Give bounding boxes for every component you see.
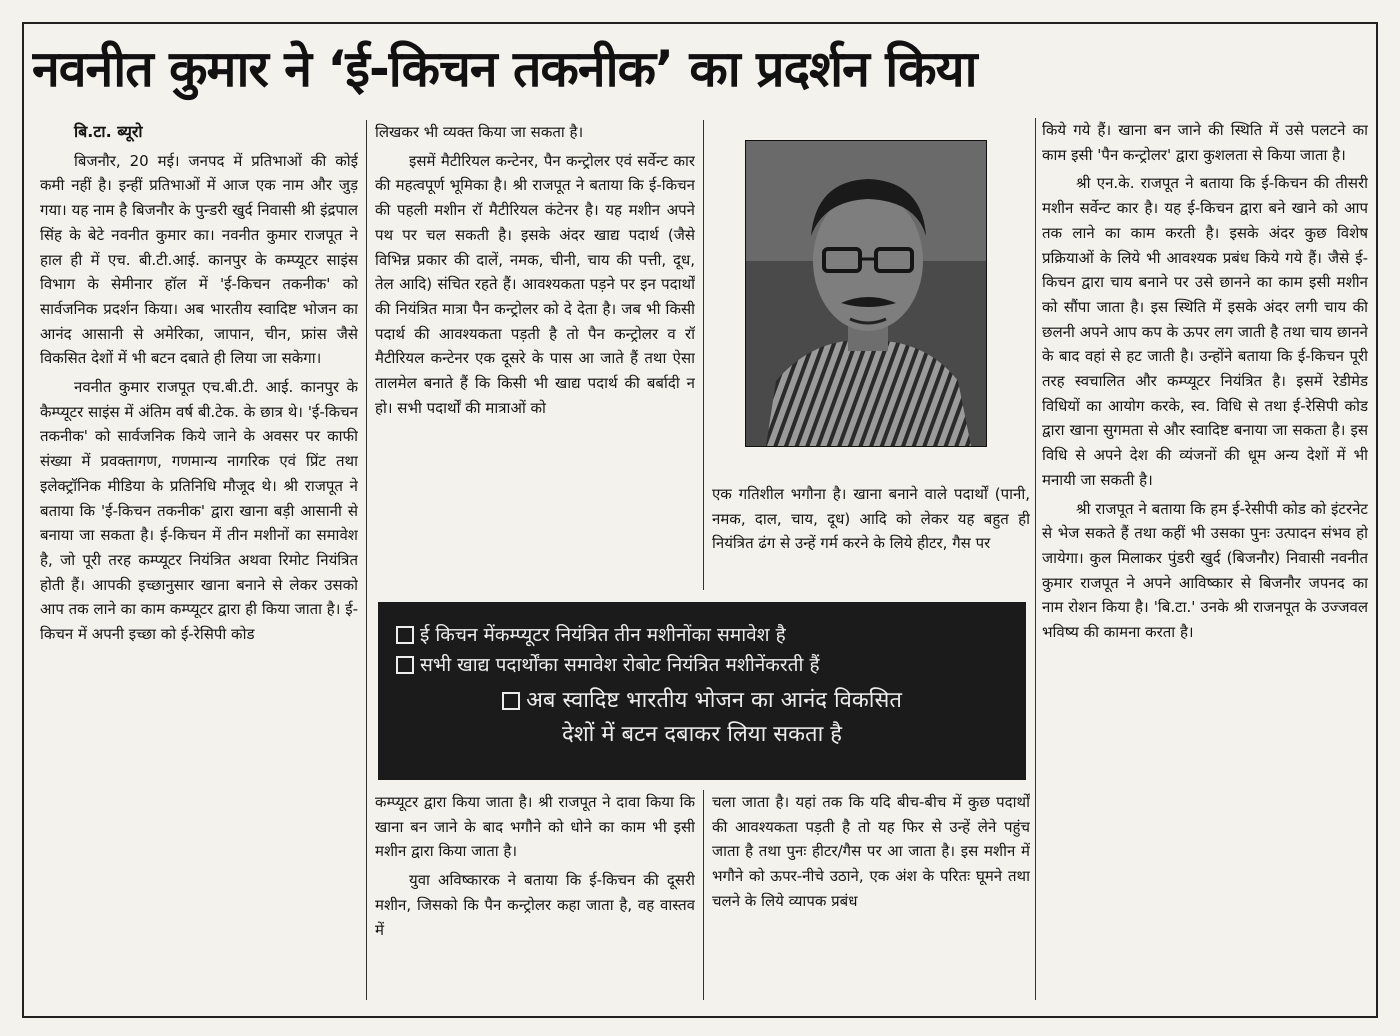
highlight-item bbox=[378, 620, 1026, 650]
checkbox-icon bbox=[396, 656, 414, 674]
headline: नवनीत कुमार ने ‘ई-किचन तकनीक’ का प्रदर्शन किया bbox=[32, 40, 977, 98]
paragraph: नवनीत कुमार राजपूत एच.बी.टी. आई. कानपुर के कैम्प्यूटर साइंस में अंतिम वर्ष बी.टेक. के छात्र थे। 'ई-किचन तकनीक' को सार्वजनिक किये जाने के अवसर पर काफी संख्या में प्रवक्तागण, गणमान्य नागरिक एवं प्रिंट तथा इलेक्ट्रॉनिक मीडिया के प्रतिनिधि मौजूद थे। श्री राजपूत ने बताया कि 'ई-किचन तकनीक' द्वारा खाना बड़ी आसानी से बनाया जा सकता है। ई-किचन में तीन मशीनों का समावेश है, जो पूरी तरह कम्प्यूटर नियंत्रित अथवा रिमोट नियंत्रित होती हैं। आपकी इच्छानुसार खाना बनाने से लेकर उसको आप तक लाने का काम कम्प्यूटर द्वारा ही किया जाता है। ई-किचन में अपनी इच्छा को ई-रेसिपी कोड bbox=[40, 378, 358, 644]
paragraph: इसमें मैटीरियल कन्टेनर, पैन कन्ट्रोलर एवं सर्वेन्ट कार की महत्वपूर्ण भूमिका है। श्री राजपूत ने बताया कि ई-किचन की पहली मशीन रॉ मैटीरियल कंटेनर है। यह मशीन अपने पथ पर चल सकती है। इसके अंदर खाद्य पदार्थ (जैसे विभिन्न प्रकार की दालें, नमक, चीनी, चाय की पत्ती, दूध, तेल आदि) संचित रहते हैं। आवश्यकता पड़ने पर इन पदार्थों की नियंत्रित मात्रा पैन कन्ट्रोलर को दे देता है। जब भी किसी पदार्थ की आवश्यकता पड़ती है तो पैन कन्ट्रोलर व रॉ मैटीरियल कन्टेनर एक दूसरे के पास आ जाते हैं तथा ऐसा तालमेल बनाते हैं कि किसी भी खाद्य पदार्थ की बर्बादी न हो। सभी पदार्थों की मात्राओं को bbox=[375, 151, 695, 417]
portrait-image bbox=[746, 141, 986, 446]
column-3 bbox=[712, 482, 1030, 590]
paragraph: लिखकर भी व्यक्त किया जा सकता है। bbox=[375, 123, 584, 141]
byline: बि.टा. ब्यूरो bbox=[74, 122, 143, 141]
column-divider bbox=[1035, 118, 1036, 1000]
column-2 bbox=[375, 120, 695, 588]
checkbox-icon bbox=[396, 626, 414, 644]
paragraph: कम्प्यूटर द्वारा किया जाता है। श्री राजपूत ने दावा किया कि खाना बन जाने के बाद भगौने को धोने का काम भी इसी मशीन द्वारा किया जाता है। bbox=[375, 793, 695, 861]
paragraph: युवा अविष्कारक ने बताया कि ई-किचन की दूसरी मशीन, जिसको कि पैन कन्ट्रोलर कहा जाता है, वह वास्तव में bbox=[375, 871, 695, 939]
paragraph: श्री एन.के. राजपूत ने बताया कि ई-किचन की तीसरी मशीन सर्वेन्ट कार है। यह ई-किचन द्वारा बने खाने को आप तक लाने का काम करती है। इसके अंदर कुछ विशेष प्रक्रियाओं के लिये भी आवश्यक प्रबंध किये गये हैं। जैसे ई-किचन द्वारा चाय बनाने पर उसे छानने का काम इसी मशीन को सौंपा जाता है। इस स्थिति में इसके अंदर लगी चाय की छलनी अपने आप कप के ऊपर लग जाती है तथा चाय छानने के बाद वहां से हट जाती है। उन्होंने बताया कि ई-किचन पूरी तरह स्वचालित और कम्प्यूटर नियंत्रित है। इसमें रेडीमेड विधियों का आयोग करके, स्व. विधि से तथा ई-रेसिपी कोड द्वारा खाना सुगमता से और स्वादिष्ट बनाया जा सकता है। इस विधि से अपने देश की व्यंजनों की धूम अन्य देशों में भी मनायी जा सकती है। bbox=[1042, 174, 1368, 489]
highlight-text-continued: देशों में बटन दबाकर लिया सकता है bbox=[562, 722, 842, 747]
column-4 bbox=[1042, 118, 1368, 1000]
column-2-lower bbox=[375, 790, 695, 1000]
highlight-text: ई किचन मेंकम्प्यूटर नियंत्रित तीन मशीनोंका समावेश है bbox=[420, 624, 786, 646]
highlight-text: सभी खाद्य पदार्थोंका समावेश रोबोट नियंत्रित मशीनेंकरती हैं bbox=[420, 654, 820, 676]
paragraph: श्री राजपूत ने बताया कि हम ई-रेसीपी कोड को इंटरनेट से भेज सकते हैं तथा कहीं भी उसका पुनः उत्पादन संभव हो जायेगा। कुल मिलाकर पुंडरी खुर्द (बिजनौर) निवासी नवनीत कुमार राजपूत ने अपने आविष्कार से बिजनौर जपनद का नाम रोशन किया है। 'बि.टा.' उनके श्री राजनपूत के उज्जवल भविष्य की कामना करता है। bbox=[1042, 499, 1368, 642]
column-divider bbox=[703, 790, 704, 1000]
checkbox-icon bbox=[502, 692, 520, 710]
highlight-item bbox=[378, 650, 1026, 680]
column-3-lower bbox=[712, 790, 1030, 1000]
highlight-text: अब स्वादिष्ट भारतीय भोजन का आनंद विकसित bbox=[526, 688, 902, 713]
column-divider bbox=[703, 120, 704, 590]
portrait-photo bbox=[745, 140, 987, 447]
paragraph: चला जाता है। यहां तक कि यदि बीच-बीच में कुछ पदार्थों की आवश्यकता पड़ती है तो यह फिर से उन्हें लेने पहुंच जाता है तथा पुनः हीटर/गैस पर आ जाता है। इस मशीन में भगौने को ऊपर-नीचे उठाने, एक अंश के परितः घूमने तथा चलने के लिये व्यापक प्रबंध bbox=[712, 793, 1030, 910]
paragraph: एक गतिशील भगौना है। खाना बनाने वाले पदार्थों (पानी, नमक, दाल, चाय, दूध) आदि को लेकर यह बहुत ही नियंत्रित ढंग से उन्हें गर्म करने के लिये हीटर, गैस पर bbox=[712, 485, 1030, 553]
highlight-item bbox=[378, 686, 1026, 716]
highlights-box bbox=[378, 602, 1026, 780]
column-1 bbox=[40, 120, 358, 1000]
paragraph: बिजनौर, 20 मई। जनपद में प्रतिभाओं की कोई कमी नहीं है। इन्हीं प्रतिभाओं में आज एक नाम और जुड़ गया। यह नाम है बिजनौर के पुन्डरी खुर्द निवासी श्री इंद्रपाल सिंह के बेटे नवनीत कुमार का। नवनीत कुमार राजपूत ने हाल ही में एच. बी.टी.आई. कानपुर के कम्प्यूटर साइंस विभाग के सेमीनार हॉल में 'ई-किचन तकनीक' को सार्वजनिक प्रदर्शन किया। अब भारतीय स्वादिष्ट भोजन का आनंद आसानी से अमेरिका, जापान, चीन, फ्रांस जैसे विकसित देशों में भी बटन दबाते ही लिया जा सकेगा। bbox=[40, 151, 358, 368]
paragraph: किये गये हैं। खाना बन जाने की स्थिति में उसे पलटने का काम इसी 'पैन कन्ट्रोलर' द्वारा कुशलता से किया जाता है। bbox=[1042, 121, 1368, 164]
column-divider bbox=[366, 120, 367, 1000]
